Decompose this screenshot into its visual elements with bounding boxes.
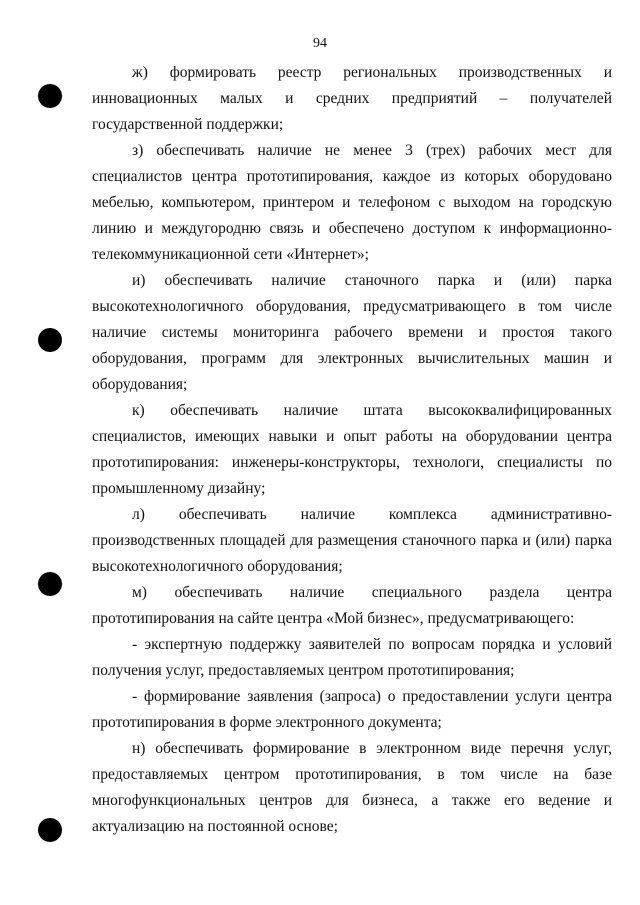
paragraph-dash-2: - формирование заявления (запроса) о предоставлении услуги центра прототипирования в форме электронного документа;	[92, 688, 612, 731]
paragraph-k: к) обеспечивать наличие штата высококвалифицированных специалистов, имеющих навыки и опыт работы на оборудовании центра прототипирования: инженеры-конструкторы, технологи, специалисты по промышленному дизайну;	[92, 402, 612, 497]
page-number: 94	[313, 36, 327, 51]
punch-hole-icon	[38, 818, 62, 842]
paragraph-zh: ж) формировать реестр региональных производственных и инновационных малых и средних предприятий – получателей государственной поддержки;	[92, 64, 612, 133]
paragraph-l: л) обеспечивать наличие комплекса административно-производственных площадей для размещения станочного парка и (или) парка высокотехнологичного оборудования;	[92, 506, 612, 575]
document-body	[92, 60, 612, 840]
paragraph-m: м) обеспечивать наличие специального раздела центра прототипирования на сайте центра «Мой бизнес», предусматривающего:	[92, 584, 612, 627]
paragraph-n: н) обеспечивать формирование в электронном виде перечня услуг, предоставляемых центром прототипирования, в том числе на базе многофункциональных центров для бизнеса, а также его ведение и актуализацию на постоянной основе;	[92, 740, 612, 835]
paragraph-z: з) обеспечивать наличие не менее 3 (трех) рабочих мест для специалистов центра прототипирования, каждое из которых оборудовано мебелью, компьютером, принтером и телефоном с выходом на городскую линию и междугородню связь и обеспечено доступом к информационно-телекоммуникационной сети «Интернет»;	[92, 142, 612, 263]
punch-hole-icon	[38, 572, 62, 596]
paragraph-i: и) обеспечивать наличие станочного парка и (или) парка высокотехнологичного оборудования, предусматривающего в том числе наличие системы мониторинга рабочего времени и простоя такого оборудования, программ для электронных вычислительных машин и оборудования;	[92, 272, 612, 393]
punch-hole-icon	[38, 84, 62, 108]
paragraph-dash-1: - экспертную поддержку заявителей по вопросам порядка и условий получения услуг, предоставляемых центром прототипирования;	[92, 636, 612, 679]
punch-hole-icon	[38, 328, 62, 352]
